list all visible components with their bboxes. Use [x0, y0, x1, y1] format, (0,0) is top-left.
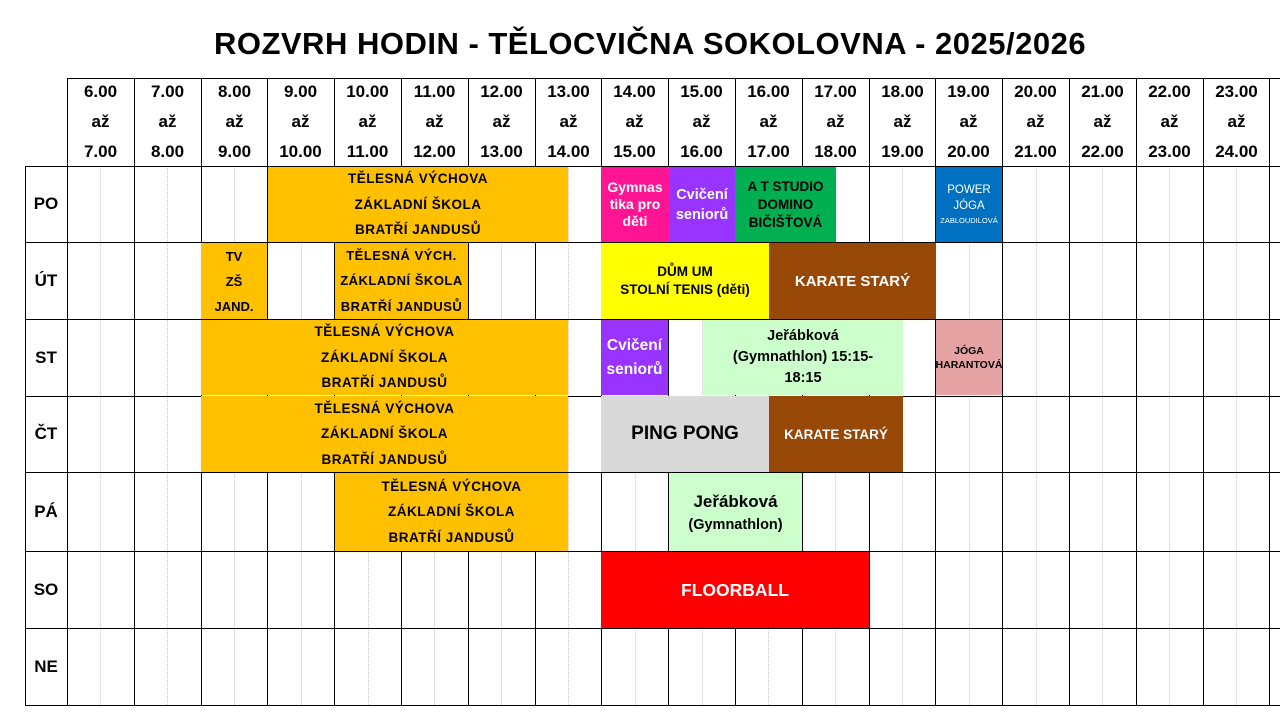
- block-st-seniors: [601, 320, 668, 395]
- time-from: 6.00: [83, 82, 118, 101]
- block-line: BRATŘÍ JANDUSŮ: [354, 222, 481, 238]
- time-to: 17.00: [747, 142, 790, 161]
- time-connector: až: [893, 112, 912, 131]
- grid-line: [25, 705, 1280, 706]
- block-line: BRATŘÍ JANDUSŮ: [321, 451, 448, 467]
- day-label: PO: [33, 194, 59, 213]
- block-line: ZÁKLADNÍ ŠKOLA: [354, 196, 482, 212]
- day-label: ČT: [34, 424, 58, 443]
- time-to: 10.00: [279, 142, 322, 161]
- grid-dotted-line: [1036, 166, 1037, 705]
- block-line: BRATŘÍ JANDUSŮ: [340, 298, 463, 314]
- day-label: NE: [34, 656, 58, 676]
- time-connector: až: [425, 112, 444, 131]
- time-to: 24.00: [1215, 142, 1258, 161]
- block-po-school: [268, 167, 568, 242]
- time-from: 19.00: [947, 82, 990, 101]
- day-label: PÁ: [34, 501, 58, 521]
- time-from: 23.00: [1215, 82, 1258, 101]
- block-line: 18:15: [784, 370, 822, 386]
- grid-dotted-line: [1236, 166, 1237, 705]
- time-connector: až: [1160, 112, 1179, 131]
- block-line: STOLNÍ TENIS (děti): [620, 282, 750, 297]
- block-line: BRATŘÍ JANDUSŮ: [388, 529, 515, 545]
- grid-line: [25, 628, 1280, 629]
- block-ct-school: [201, 396, 568, 472]
- block-pa-jerabkova: [669, 473, 802, 551]
- grid-dotted-line: [1102, 166, 1103, 705]
- time-header: [468, 78, 535, 166]
- time-to: 7.00: [83, 142, 118, 161]
- block-line: JÓGA: [953, 199, 985, 212]
- time-connector: až: [91, 112, 110, 131]
- grid-dotted-line: [568, 166, 569, 705]
- time-header: [1203, 78, 1270, 166]
- time-to: 9.00: [217, 142, 252, 161]
- block-line: JÓGA: [954, 344, 984, 357]
- time-to: 18.00: [814, 142, 857, 161]
- time-to: 11.00: [346, 142, 389, 161]
- time-header: [802, 78, 869, 166]
- block-line: TĚLESNÁ VÝCHOVA: [347, 171, 488, 187]
- time-from: 14.00: [613, 82, 656, 101]
- time-connector: až: [1093, 112, 1112, 131]
- block-line: Cvičení: [676, 186, 728, 203]
- block-line: Jeřábková: [693, 492, 778, 511]
- time-header: [668, 78, 735, 166]
- grid-line: [1002, 78, 1003, 705]
- time-header: [134, 78, 201, 166]
- time-to: 16.00: [680, 142, 723, 161]
- time-connector: až: [158, 112, 177, 131]
- time-to: 12.00: [413, 142, 456, 161]
- time-connector: až: [1227, 112, 1246, 131]
- time-connector: až: [358, 112, 377, 131]
- block-ut-tv: [201, 243, 267, 319]
- block-line: TĚLESNÁ VÝCHOVA: [314, 324, 455, 340]
- time-connector: až: [959, 112, 978, 131]
- block-pa-school: [335, 473, 568, 551]
- time-from: 9.00: [283, 82, 318, 101]
- time-to: 15.00: [613, 142, 656, 161]
- grid-line: [67, 78, 68, 705]
- time-to: 19.00: [881, 142, 924, 161]
- block-line: (Gymnathlon): [688, 517, 783, 533]
- block-ct-pingpong: [601, 396, 769, 472]
- block-line: DŮM UM: [657, 264, 713, 279]
- time-connector: až: [492, 112, 511, 131]
- block-line: ZABLOUDILOVÁ: [940, 215, 998, 225]
- grid-line: [25, 472, 1280, 473]
- time-to: 22.00: [1081, 142, 1124, 161]
- time-from: 8.00: [217, 82, 252, 101]
- time-to: 21.00: [1014, 142, 1057, 161]
- block-line: KARATE STARÝ: [794, 272, 911, 290]
- time-from: 17.00: [814, 82, 857, 101]
- time-to: 20.00: [947, 142, 990, 161]
- time-from: 12.00: [480, 82, 523, 101]
- time-to: 23.00: [1148, 142, 1191, 161]
- block-line: BIČIŠŤOVÁ: [748, 214, 823, 230]
- block-line: ZÁKLADNÍ ŠKOLA: [388, 504, 515, 520]
- time-from: 16.00: [747, 82, 790, 101]
- block-line: BRATŘÍ JANDUSŮ: [321, 375, 448, 391]
- time-header: [1002, 78, 1069, 166]
- time-to: 14.00: [547, 142, 590, 161]
- grid-line: [134, 78, 135, 705]
- block-line: seniorů: [675, 206, 729, 223]
- block-line: Cvičení: [606, 336, 663, 354]
- block-line: HARANTOVÁ: [936, 358, 1002, 371]
- time-header: [401, 78, 468, 166]
- time-header: [601, 78, 668, 166]
- time-connector: až: [1026, 112, 1045, 131]
- time-connector: až: [291, 112, 310, 131]
- block-line: Gymnas: [607, 179, 663, 195]
- block-line: Jeřábková: [767, 328, 839, 344]
- time-header: [334, 78, 401, 166]
- block-line: POWER: [947, 183, 991, 196]
- time-header: [67, 78, 134, 166]
- block-st-joga: [936, 320, 1002, 395]
- block-line: TĚLESNÁ VÝCHOVA: [314, 400, 455, 416]
- block-po-power-joga: [936, 167, 1002, 242]
- grid-dotted-line: [100, 166, 101, 705]
- time-from: 10.00: [346, 82, 389, 101]
- time-header: [1136, 78, 1203, 166]
- block-line: KARATE STARÝ: [784, 426, 888, 442]
- block-line: (Gymnathlon) 15:15-: [732, 349, 874, 365]
- block-line: A T STUDIO: [747, 178, 824, 194]
- block-line: ZŠ: [225, 273, 243, 289]
- block-ut-karate: [769, 243, 936, 319]
- time-from: 13.00: [547, 82, 590, 101]
- block-line: JAND.: [214, 298, 254, 314]
- block-so-floorball: [601, 552, 869, 628]
- time-header: [735, 78, 802, 166]
- block-po-gymnastika: [601, 167, 669, 242]
- grid-dotted-line: [167, 166, 168, 705]
- grid-line: [1069, 78, 1070, 705]
- time-from: 22.00: [1148, 82, 1191, 101]
- time-connector: až: [559, 112, 578, 131]
- day-label: ST: [35, 347, 57, 367]
- block-ut-school: [335, 243, 468, 319]
- time-header: [267, 78, 334, 166]
- block-line: ZÁKLADNÍ ŠKOLA: [321, 426, 448, 442]
- day-label: ÚT: [34, 270, 58, 290]
- grid-line: [1269, 78, 1270, 705]
- block-line: ZÁKLADNÍ ŠKOLA: [340, 273, 463, 289]
- time-from: 15.00: [680, 82, 723, 101]
- grid-line: [1203, 78, 1204, 705]
- time-connector: až: [625, 112, 644, 131]
- time-connector: až: [759, 112, 778, 131]
- block-line: ZÁKLADNÍ ŠKOLA: [321, 349, 448, 365]
- block-line: DOMINO: [757, 196, 814, 212]
- time-from: 11.00: [413, 82, 456, 101]
- block-po-seniors: [669, 167, 735, 242]
- block-line: seniorů: [606, 360, 663, 378]
- block-line: děti: [622, 213, 648, 229]
- day-label: SO: [33, 579, 59, 599]
- block-line: TĚLESNÁ VÝCH.: [346, 247, 457, 263]
- block-po-studio: [735, 167, 836, 242]
- block-ct-karate: [769, 396, 903, 472]
- time-connector: až: [225, 112, 244, 131]
- block-ut-dum-um: [601, 243, 769, 319]
- time-to: 13.00: [480, 142, 523, 161]
- time-to: 8.00: [150, 142, 185, 161]
- time-from: 7.00: [150, 82, 185, 101]
- time-from: 21.00: [1081, 82, 1124, 101]
- block-line: PING PONG: [631, 423, 739, 444]
- time-header: [535, 78, 602, 166]
- block-line: TĚLESNÁ VÝCHOVA: [381, 478, 522, 494]
- block-line: FLOORBALL: [681, 579, 789, 600]
- block-line: tika pro: [609, 196, 661, 212]
- time-from: 18.00: [881, 82, 924, 101]
- block-st-school: [201, 320, 568, 395]
- time-header: [869, 78, 936, 166]
- time-header: [201, 78, 268, 166]
- time-header: [935, 78, 1002, 166]
- block-line: TV: [225, 248, 243, 264]
- grid-dotted-line: [969, 166, 970, 705]
- time-from: 20.00: [1014, 82, 1057, 101]
- time-connector: až: [692, 112, 711, 131]
- grid-line: [1136, 78, 1137, 705]
- grid-dotted-line: [1169, 166, 1170, 705]
- page-title: ROZVRH HODIN - TĚLOCVIČNA SOKOLOVNA - 2025/2026: [213, 26, 1087, 61]
- block-st-jerabkova: [703, 320, 903, 395]
- time-connector: až: [826, 112, 845, 131]
- time-header: [1069, 78, 1136, 166]
